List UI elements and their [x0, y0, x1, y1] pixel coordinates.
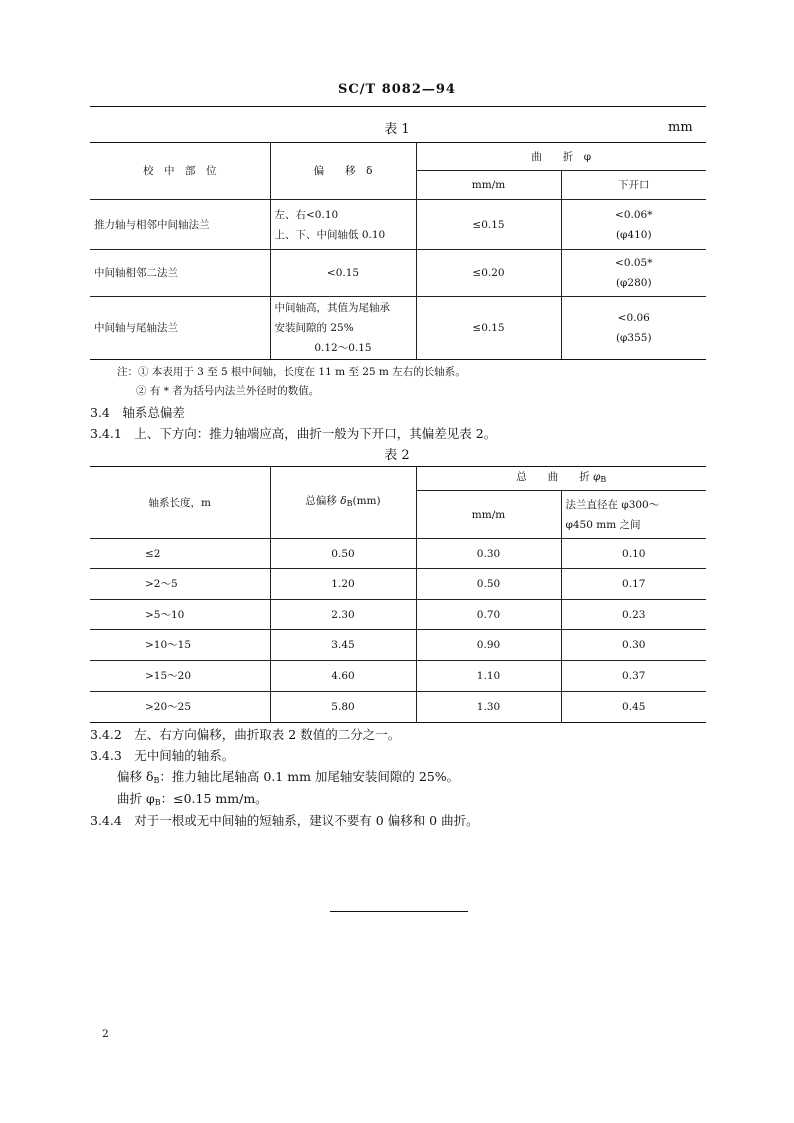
table2-col-mm-m: mm/m	[416, 491, 561, 539]
table2-cell-offset: 5.80	[270, 692, 416, 723]
table2-cell-flange: 0.23	[561, 600, 706, 630]
subscript-b: B	[153, 776, 160, 785]
table2-cell-length: >20～25	[90, 692, 270, 723]
table2	[90, 466, 706, 723]
table1	[90, 142, 706, 360]
table-row	[90, 630, 706, 661]
page-number: 2	[102, 1028, 109, 1040]
section-3-4-4: 3.4.4 对于一根或无中间轴的短轴系，建议不要有 0 偏移和 0 曲折。	[90, 813, 479, 828]
table1-note-1: 注：① 本表用于 3 至 5 根中间轴，长度在 11 m 至 25 m 左右的长轴系。	[117, 366, 466, 378]
table1-cell-position: 中间轴相邻二法兰	[90, 250, 270, 297]
table-row	[90, 200, 706, 250]
subscript-b: B	[600, 475, 607, 484]
table-row	[90, 297, 706, 360]
table-row	[90, 600, 706, 630]
table-row	[90, 539, 706, 569]
table2-cell-length: >2～5	[90, 569, 270, 600]
table1-col-mm-m: mm/m	[416, 171, 561, 200]
offset-definition	[117, 767, 459, 785]
open-value: <0.06*	[615, 208, 653, 221]
table2-cell-flange: 0.45	[561, 692, 706, 723]
offset-text: ：推力轴比尾轴高 0.1 mm 加尾轴安装间隙的 25%。	[159, 769, 460, 784]
table1-cell-bend: ≤0.15	[416, 200, 561, 250]
table1-cell-position: 推力轴与相邻中间轴法兰	[90, 200, 270, 250]
table1-unit: mm	[668, 120, 693, 135]
table2-cell-mm-m: 0.50	[416, 569, 561, 600]
table2-cell-offset: 3.45	[270, 630, 416, 661]
table2-cell-length: >15～20	[90, 661, 270, 692]
table1-cell-offset: <0.15	[270, 250, 416, 297]
table1-cell-position: 中间轴与尾轴法兰	[90, 297, 270, 360]
section-3-4-2: 3.4.2 左、右方向偏移，曲折取表 2 数值的二分之一。	[90, 727, 401, 742]
table1-col-lower-open: 下开口	[561, 171, 706, 200]
table2-cell-mm-m: 1.10	[416, 661, 561, 692]
table2-cell-flange: 0.17	[561, 569, 706, 600]
open-diameter: (φ280)	[615, 277, 652, 289]
table1-cell-bend: ≤0.20	[416, 250, 561, 297]
table-row	[90, 661, 706, 692]
table1-cell-offset	[270, 200, 416, 250]
total-offset-unit: (mm)	[352, 495, 381, 507]
table1-col-bend: 曲 折 φ	[416, 143, 706, 171]
table2-cell-offset: 0.50	[270, 539, 416, 569]
offset-line: 左、右<0.10	[274, 208, 339, 221]
table2-header-row	[90, 467, 706, 491]
table2-cell-flange: 0.10	[561, 539, 706, 569]
table-row	[90, 569, 706, 600]
bend-definition	[117, 789, 268, 807]
header-rule	[90, 106, 706, 107]
table1-cell-bend: ≤0.15	[416, 297, 561, 360]
subscript-b: B	[154, 798, 161, 807]
table1-cell-offset	[270, 297, 416, 360]
offset-line: 中间轴高，其值为尾轴承	[274, 302, 390, 314]
table1-caption: 表 1	[384, 122, 410, 137]
flange-line: 法兰直径在 φ300～	[565, 498, 660, 511]
table2-col-total-bend	[416, 467, 706, 491]
section-3-4-3: 3.4.3 无中间轴的轴系。	[90, 748, 235, 763]
total-bend-label: 总 曲 折	[516, 471, 590, 483]
table1-note-2: ② 有 * 者为括号内法兰外径时的数值。	[136, 385, 320, 397]
open-value: <0.06	[617, 312, 650, 324]
table2-cell-length: >5～10	[90, 600, 270, 630]
table2-cell-offset: 1.20	[270, 569, 416, 600]
table2-cell-mm-m: 0.30	[416, 539, 561, 569]
table2-cell-flange: 0.37	[561, 661, 706, 692]
table2-col-length: 轴系长度，m	[90, 467, 270, 539]
bend-text: ：≤0.15 mm/m。	[160, 791, 268, 806]
table1-header-row	[90, 143, 706, 171]
table2-cell-offset: 4.60	[270, 661, 416, 692]
open-value: <0.05*	[615, 257, 653, 269]
table2-cell-mm-m: 1.30	[416, 692, 561, 723]
table-row	[90, 692, 706, 723]
section-3-4: 3.4 轴系总偏差	[90, 405, 185, 420]
table2-cell-length: ≤2	[90, 539, 270, 569]
table1-cell-lower-open	[561, 297, 706, 360]
table2-cell-mm-m: 0.90	[416, 630, 561, 661]
table2-col-flange	[561, 491, 706, 539]
offset-prefix: 偏移 δ	[117, 769, 154, 784]
offset-line: 安装间隙的 25%	[274, 322, 354, 334]
offset-line: 上、下、中间轴低 0.10	[274, 228, 386, 241]
table2-cell-mm-m: 0.70	[416, 600, 561, 630]
table2-cell-length: >10～15	[90, 630, 270, 661]
section-3-4-1: 3.4.1 上、下方向：推力轴端应高，曲折一般为下开口，其偏差见表 2。	[90, 426, 497, 441]
end-rule	[330, 911, 468, 912]
subscript-b: B	[346, 499, 353, 508]
total-offset-label: 总偏移	[305, 495, 337, 507]
table-row	[90, 250, 706, 297]
phi-symbol: φ	[593, 471, 601, 483]
table1-cell-lower-open	[561, 200, 706, 250]
table1-cell-lower-open	[561, 250, 706, 297]
table2-cell-flange: 0.30	[561, 630, 706, 661]
bend-prefix: 曲折 φ	[117, 791, 155, 806]
open-diameter: (φ355)	[615, 332, 652, 344]
table1-col-offset: 偏 移 δ	[270, 143, 416, 200]
standard-code: SC/T 8082—94	[338, 82, 456, 97]
flange-line: φ450 mm 之间	[565, 518, 641, 531]
open-diameter: (φ410)	[615, 228, 652, 241]
table2-caption: 表 2	[384, 448, 410, 463]
table2-cell-offset: 2.30	[270, 600, 416, 630]
table1-col-position: 校 中 部 位	[90, 143, 270, 200]
table2-col-total-offset	[270, 467, 416, 539]
delta-symbol: δ	[340, 495, 347, 507]
offset-line: 0.12～0.15	[314, 342, 372, 354]
